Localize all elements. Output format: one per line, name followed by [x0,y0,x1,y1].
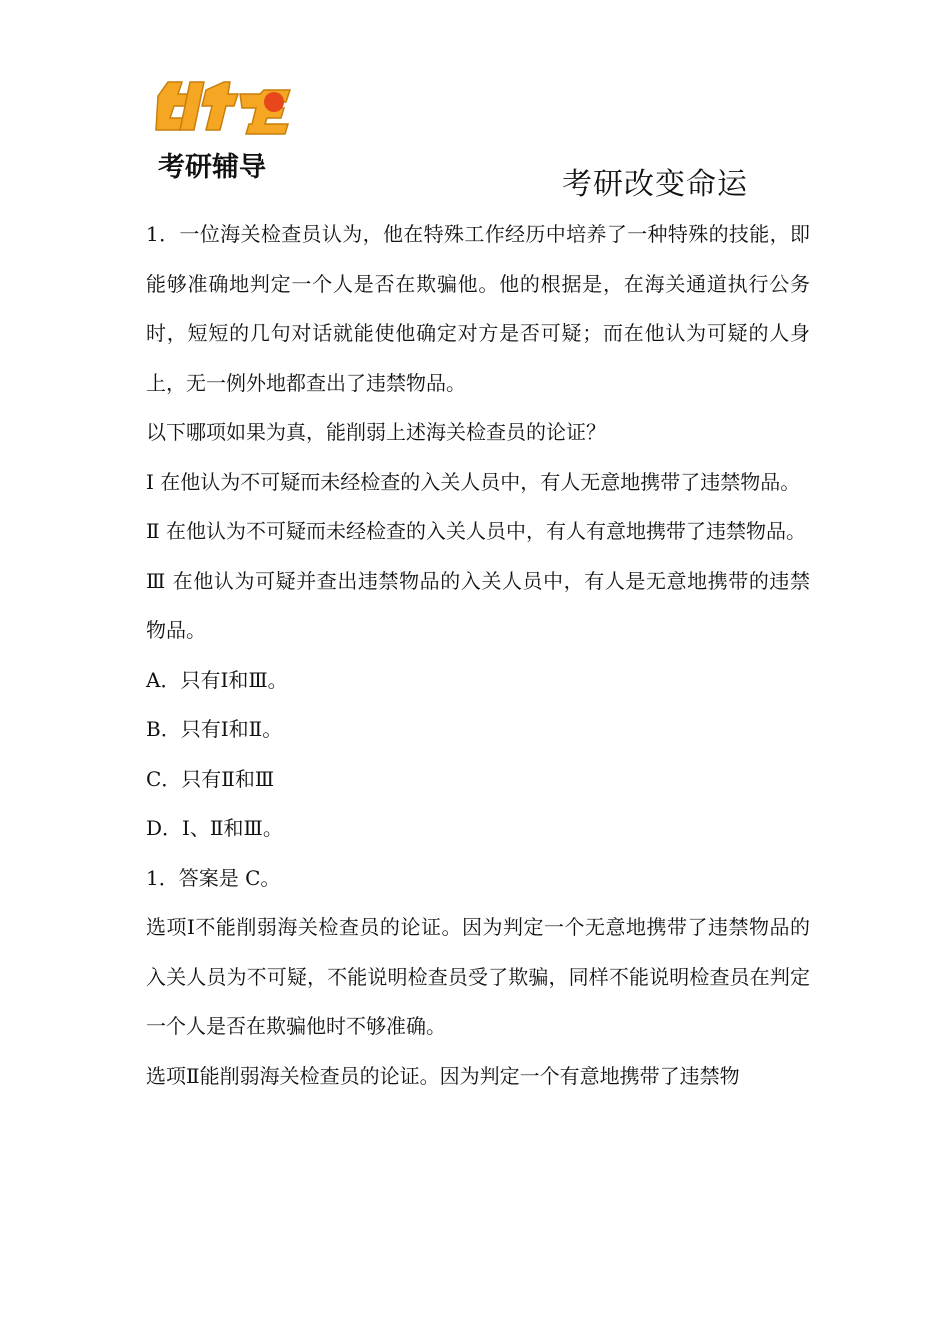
option-d: D．Ⅰ、Ⅱ和Ⅲ。 [146,816,283,840]
statement-2: Ⅱ 在他认为不可疑而未经检查的入关人员中，有人有意地携带了违禁物品。 [146,519,806,543]
explanation-2: 选项Ⅱ能削弱海关检查员的论证。因为判定一个有意地携带了违禁物 [146,1063,740,1088]
logo-dot [264,92,284,112]
explanation-1: 选项Ⅰ不能削弱海关检查员的论证。因为判定一个无意地携带了违禁物品的入关人员为不可疑，不能说明检查员受了欺骗，同样不能说明检查员在判定一个人是否在欺骗他时不够准确。 [146,915,810,1038]
answer-title: 1．答案是 C。 [146,865,281,890]
option-a: A．只有Ⅰ和Ⅲ。 [146,667,288,692]
slogan: 考研改变命运 [562,167,748,202]
question-prompt: 以下哪项如果为真，能削弱上述海关检查员的论证？ [146,420,606,444]
document-body [146,210,810,1101]
statement-1: Ⅰ 在他认为不可疑而未经检查的入关人员中，有人无意地携带了违禁物品。 [146,469,801,494]
statement-3: Ⅲ 在他认为可疑并查出违禁物品的入关人员中，有人是无意地携带的违禁物品。 [146,568,810,642]
brand-logo-graphic [150,72,310,202]
question-stem: 1．一位海关检查员认为，他在特殊工作经历中培养了一种特殊的技能，即能够准确地判定一个人是否在欺骗他。他的根据是，在海关通道执行公务时，短短的几句对话就能使他确定对方是否可疑；而在他认为可疑的人身上，无一例外地都查出了违禁物品。 [146,222,810,395]
logo-subtitle: 考研辅导 [158,152,266,183]
option-b: B．只有Ⅰ和Ⅱ。 [146,717,283,741]
option-c: C．只有Ⅱ和Ⅲ [146,766,275,791]
brand-logo [150,72,310,202]
